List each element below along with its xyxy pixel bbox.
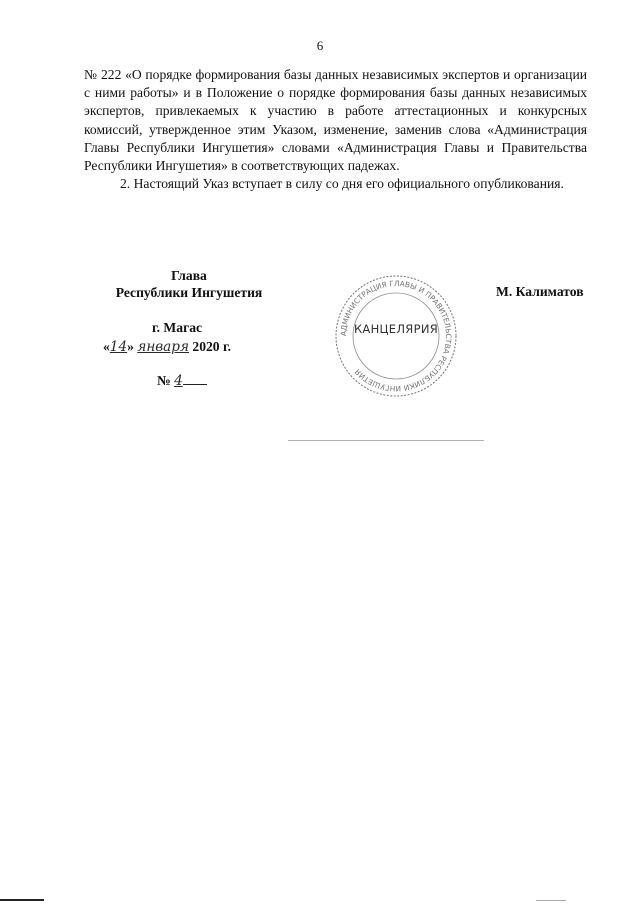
scan-artifact-edge-left bbox=[0, 899, 44, 901]
svg-text:АДМИНИСТРАЦИЯ ГЛАВЫ И ПРАВИТЕЛ bbox=[339, 279, 453, 393]
seal-center-text: КАНЦЕЛЯРИЯ bbox=[353, 322, 439, 336]
signatory-title-line1: Глава bbox=[171, 268, 207, 283]
paragraph-effective-date: 2. Настоящий Указ вступает в силу со дня его официального опубликования. bbox=[120, 176, 564, 192]
number-value: 4 bbox=[174, 373, 183, 389]
signer-name: М. Калиматов bbox=[496, 284, 584, 299]
date-year: 2020 г. bbox=[192, 339, 232, 354]
decree-number bbox=[157, 373, 207, 389]
signatory-title-line2: Республики Ингушетия bbox=[115, 285, 263, 300]
date-line bbox=[103, 339, 231, 355]
page-number: 6 bbox=[316, 38, 324, 53]
document-body bbox=[84, 66, 587, 193]
quote-open: « bbox=[103, 339, 110, 354]
paragraph-amendment: № 222 «О порядке формирования базы данных независимых экспертов и организации с ними работы» и в Положение о порядке формирования базы данных независимых экспертов, привлекаемых к участию в работе аттестационных и конкурсных комиссий, утвержденное этим Указом, изменение, заменив слова «Администрация Главы Республики Ингушетия» словами «Администрация Главы и Правительства Республики Ингушетия» в соответствующих падежах. bbox=[84, 67, 587, 174]
seal-ring-text: АДМИНИСТРАЦИЯ ГЛАВЫ И ПРАВИТЕЛЬСТВА РЕСПУБЛИКИ ИНГУШЕТИЯ bbox=[338, 278, 454, 394]
scan-artifact-line bbox=[288, 440, 484, 441]
scan-artifact-edge-right bbox=[536, 900, 566, 901]
date-day: 14 bbox=[109, 339, 128, 355]
date-month: января bbox=[137, 339, 189, 355]
number-prefix: № bbox=[157, 373, 171, 388]
city: г. Магас bbox=[152, 320, 203, 335]
quote-close: » bbox=[127, 339, 134, 354]
chancellery-seal-stamp bbox=[332, 272, 460, 400]
